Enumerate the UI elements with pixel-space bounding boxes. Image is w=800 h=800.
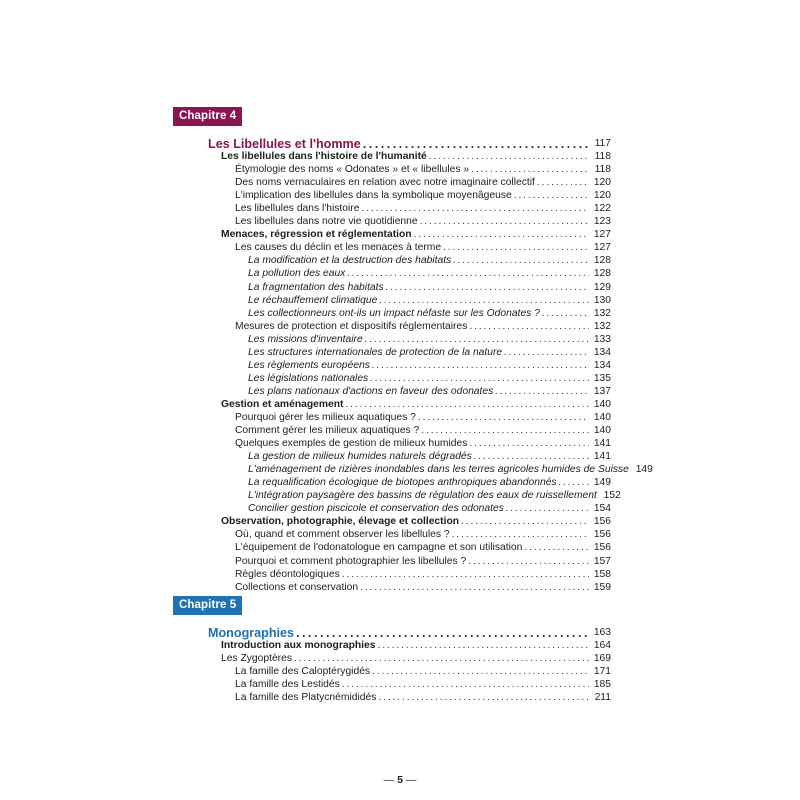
toc-leader-dots <box>360 582 589 594</box>
toc-entry <box>208 619 611 639</box>
toc-entry <box>221 639 611 652</box>
toc-entry <box>235 189 611 202</box>
toc-leader-dots <box>537 177 589 189</box>
toc-leader-dots <box>347 268 589 280</box>
toc-entry <box>221 652 611 665</box>
toc-entry-title: La famille des Platycnémididés <box>235 692 377 704</box>
toc-entry <box>221 515 611 528</box>
toc-entry-title: Collections et conservation <box>235 581 359 593</box>
toc-leader-dots <box>372 360 589 372</box>
toc-entry-page: 135 <box>593 372 611 384</box>
toc-entry-page: 154 <box>593 503 611 515</box>
toc-leader-dots <box>468 556 589 568</box>
toc-entry-page: 159 <box>593 581 611 593</box>
toc-entry-page: 117 <box>594 138 611 149</box>
toc-entry <box>235 678 611 691</box>
toc-entry-title: L'aménagement de rizières inondables dans les terres agricoles humides de Suisse <box>248 464 629 476</box>
chapter-4-badge: Chapitre 4 <box>173 107 242 126</box>
toc-entry-title: Les législations nationales <box>248 372 369 384</box>
toc-entry <box>235 320 611 333</box>
toc-entry <box>248 502 611 515</box>
toc-entry-page: 156 <box>593 516 611 528</box>
toc-entry <box>208 130 611 150</box>
toc-entry <box>248 267 611 280</box>
toc-entry <box>248 333 611 346</box>
toc-leader-dots <box>379 295 589 307</box>
toc-entry-page: 156 <box>593 529 611 541</box>
toc-entry <box>221 228 611 241</box>
toc-entry-title: Les Zygoptères <box>221 653 292 665</box>
toc-leader-dots <box>294 653 589 665</box>
toc-leader-dots <box>345 399 589 411</box>
toc-entry-title: La requalification écologique de biotopes anthropiques abandonnés <box>248 477 557 489</box>
toc-entry-page: 149 <box>593 477 611 489</box>
toc-entry-title: Pourquoi gérer les milieux aquatiques ? <box>235 411 416 423</box>
toc-entry-title: La famille des Caloptérygidés <box>235 666 371 678</box>
chapter-5-badge: Chapitre 5 <box>173 596 242 615</box>
toc-entry-page: 149 <box>635 464 653 476</box>
toc-entry-title: Introduction aux monographies <box>221 640 376 652</box>
toc-entry <box>221 398 611 411</box>
toc-entry-page: 140 <box>593 411 611 423</box>
toc-entry-title: Gestion et aménagement <box>221 398 344 410</box>
toc-entry-title: Concilier gestion piscicole et conservation des odonates <box>248 503 504 515</box>
toc-entry-page: 128 <box>593 255 611 267</box>
toc-leader-dots <box>471 164 589 176</box>
toc-entry-page: 140 <box>593 425 611 437</box>
toc-leader-dots <box>506 503 589 515</box>
toc-entry-title: Les libellules dans l'histoire <box>235 203 360 215</box>
toc-entry-page: 185 <box>593 679 611 691</box>
toc-leader-dots <box>386 282 589 294</box>
page-footer <box>0 774 800 786</box>
toc-entry-page: 171 <box>593 666 611 678</box>
toc-entry-page: 141 <box>593 451 611 463</box>
toc-entry <box>248 476 611 489</box>
toc-entry-title: La pollution des eaux <box>248 268 346 280</box>
toc-entry <box>235 241 611 254</box>
toc-leader-dots <box>474 451 589 463</box>
toc-entry-title: Les règlements européens <box>248 359 370 371</box>
toc-entry-page: 127 <box>593 242 611 254</box>
toc-entry-title: Les libellules dans l'histoire de l'humanité <box>221 151 427 163</box>
toc-leader-dots <box>414 229 589 241</box>
toc-entry <box>248 294 611 307</box>
toc-entry <box>248 346 611 359</box>
toc-entry-title: Où, quand et comment observer les libellules ? <box>235 529 450 541</box>
toc-entry-title: Les missions d'inventaire <box>248 333 363 345</box>
toc-entry-title: Mesures de protection et dispositifs réglementaires <box>235 320 468 332</box>
toc-entry-page: 163 <box>593 627 611 638</box>
toc-entry-page: 118 <box>594 164 611 176</box>
toc-entry-page: 137 <box>593 385 611 397</box>
toc-entry-title: Monographies <box>208 626 295 640</box>
toc-entry-title: L'intégration paysagère des bassins de régulation des eaux de ruissellement <box>248 490 597 502</box>
toc-leader-dots <box>559 477 589 489</box>
chapter-4-toc <box>0 130 800 594</box>
toc-leader-dots <box>296 627 589 639</box>
toc-entry <box>248 254 611 267</box>
toc-entry-title: La modification et la destruction des habitats <box>248 255 452 267</box>
toc-entry-page: 128 <box>593 268 611 280</box>
toc-entry-page: 157 <box>593 555 611 567</box>
toc-entry <box>235 554 611 567</box>
toc-leader-dots <box>377 640 589 652</box>
toc-entry-title: Comment gérer les milieux aquatiques ? <box>235 425 420 437</box>
toc-leader-dots <box>372 666 589 678</box>
toc-entry-title: Pourquoi et comment photographier les libellules ? <box>235 555 467 567</box>
toc-entry-page: 118 <box>594 151 611 163</box>
toc-entry <box>235 215 611 228</box>
toc-entry-title: Les collectionneurs ont-ils un impact néfaste sur les Odonates ? <box>248 307 540 319</box>
toc-entry <box>235 528 611 541</box>
toc-entry-page: 129 <box>593 281 611 293</box>
toc-entry <box>235 411 611 424</box>
toc-entry <box>235 437 611 450</box>
toc-leader-dots <box>421 425 589 437</box>
toc-entry <box>235 163 611 176</box>
toc-entry-page: 122 <box>593 203 611 215</box>
toc-entry-title: Menaces, régression et réglementation <box>221 229 412 241</box>
toc-entry-page: 130 <box>593 294 611 306</box>
toc-entry <box>248 359 611 372</box>
toc-entry-page: 123 <box>593 216 611 228</box>
toc-entry-title: Des noms vernaculaires en relation avec notre imaginaire collectif <box>235 177 535 189</box>
toc-entry-page: 132 <box>593 320 611 332</box>
toc-entry-title: Observation, photographie, élevage et collection <box>221 516 460 528</box>
toc-entry-page: 158 <box>593 568 611 580</box>
toc-entry-page: 211 <box>594 692 611 704</box>
toc-entry <box>235 176 611 189</box>
toc-leader-dots <box>420 216 589 228</box>
toc-leader-dots <box>418 412 589 424</box>
toc-leader-dots <box>495 386 589 398</box>
toc-entry <box>235 424 611 437</box>
toc-entry-page: 169 <box>593 653 611 665</box>
toc-entry <box>248 489 621 502</box>
toc-entry-page: 134 <box>593 346 611 358</box>
toc-entry-page: 156 <box>593 542 611 554</box>
footer-dash-left: — <box>383 774 395 786</box>
toc-entry-title: La fragmentation des habitats <box>248 281 384 293</box>
toc-leader-dots <box>453 255 589 267</box>
toc-entry-page: 141 <box>593 438 611 450</box>
toc-entry <box>248 463 653 476</box>
toc-entry <box>235 541 611 554</box>
toc-entry-title: Les libellules dans notre vie quotidienne <box>235 216 418 228</box>
toc-leader-dots <box>342 679 589 691</box>
toc-entry <box>248 280 611 293</box>
toc-entry-title: Règles déontologiques <box>235 568 340 580</box>
toc-entry <box>248 307 611 320</box>
toc-entry-page: 127 <box>593 229 611 241</box>
toc-entry <box>248 385 611 398</box>
toc-leader-dots <box>452 529 589 541</box>
toc-entry-page: 152 <box>603 490 621 502</box>
toc-leader-dots <box>443 242 589 254</box>
toc-entry-page: 164 <box>593 640 611 652</box>
toc-entry-page: 120 <box>593 177 611 189</box>
toc-entry-page: 133 <box>593 333 611 345</box>
footer-dash-right: — <box>405 774 417 786</box>
toc-entry <box>235 581 611 594</box>
toc-leader-dots <box>378 692 589 704</box>
toc-leader-dots <box>469 321 589 333</box>
toc-leader-dots <box>514 190 589 202</box>
toc-entry <box>235 202 611 215</box>
chapter-5-toc <box>0 619 800 704</box>
toc-entry-title: Le réchauffement climatique <box>248 294 378 306</box>
toc-leader-dots <box>365 334 589 346</box>
toc-entry <box>248 450 611 463</box>
page-number: 5 <box>397 774 403 786</box>
toc-entry <box>235 568 611 581</box>
toc-entry-page: 120 <box>593 190 611 202</box>
toc-entry-title: Quelques exemples de gestion de milieux humides <box>235 438 468 450</box>
toc-entry <box>235 665 611 678</box>
toc-entry-title: Les structures internationales de protection de la nature <box>248 346 503 358</box>
toc-leader-dots <box>370 373 589 385</box>
toc-entry-page: 134 <box>593 359 611 371</box>
toc-entry-title: Les causes du déclin et les menaces à terme <box>235 242 442 254</box>
toc-leader-dots <box>363 138 589 150</box>
toc-leader-dots <box>429 151 589 163</box>
toc-entry-title: L'implication des libellules dans la symbolique moyenâgeuse <box>235 190 512 202</box>
toc-leader-dots <box>542 308 589 320</box>
toc-leader-dots <box>469 438 589 450</box>
toc-entry-title: La famille des Lestidés <box>235 679 340 691</box>
toc-entry <box>221 150 611 163</box>
toc-leader-dots <box>361 203 589 215</box>
toc-leader-dots <box>461 516 589 528</box>
toc-entry-title: Étymologie des noms « Odonates » et « libellules » <box>235 164 470 176</box>
toc-entry-title: Les plans nationaux d'actions en faveur des odonates <box>248 385 494 397</box>
toc-entry <box>235 691 611 704</box>
toc-entry <box>248 372 611 385</box>
toc-entry-title: Les Libellules et l'homme <box>208 137 361 151</box>
toc-entry-page: 132 <box>593 307 611 319</box>
toc-leader-dots <box>524 542 589 554</box>
toc-leader-dots <box>342 569 589 581</box>
toc-entry-title: La gestion de milieux humides naturels dégradés <box>248 451 472 463</box>
toc-entry-title: L'équipement de l'odonatologue en campagne et son utilisation <box>235 542 523 554</box>
toc-leader-dots <box>504 347 589 359</box>
toc-entry-page: 140 <box>593 398 611 410</box>
